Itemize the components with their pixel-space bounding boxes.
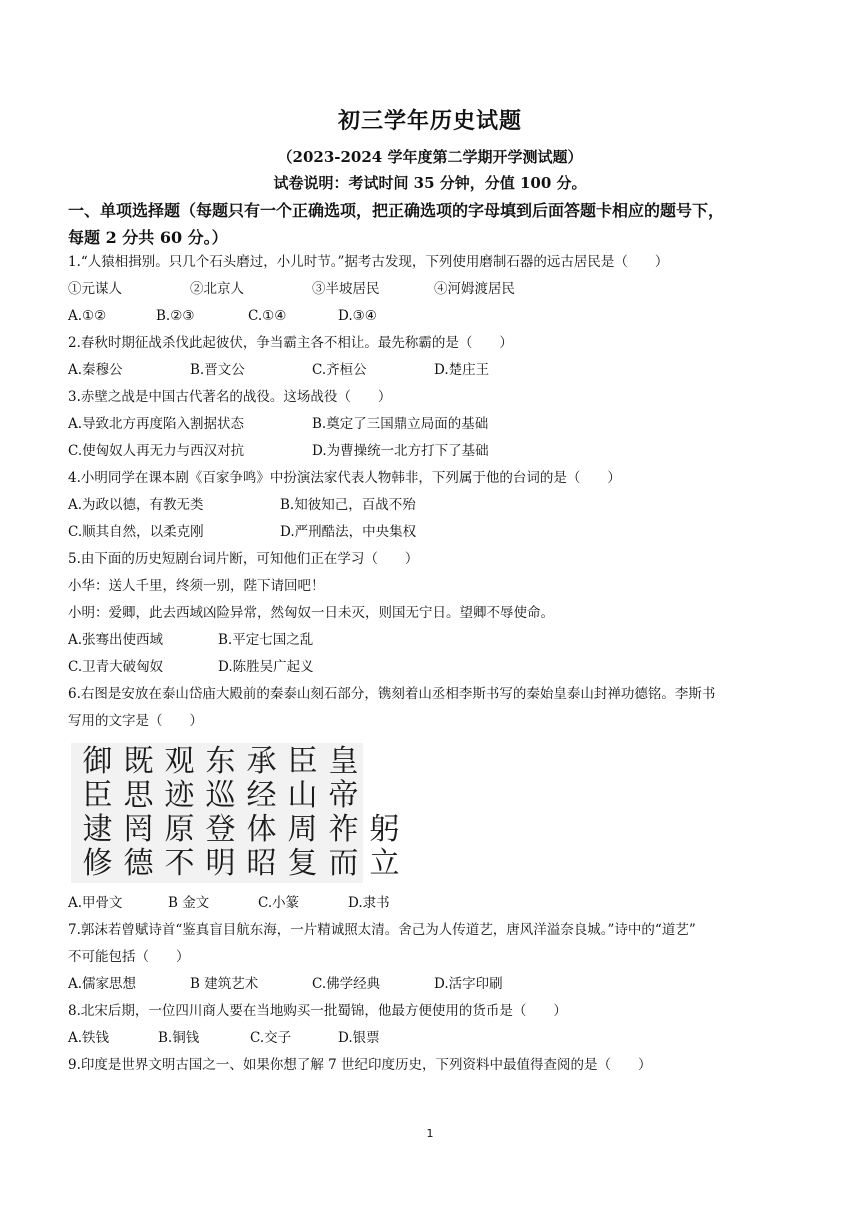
question-5-stem: 5.由下面的历史短剧台词片断，可知他们正在学习（ ） [68,551,419,567]
question-5-option-b: B.平定七国之乱 [218,632,314,648]
question-1-item: ③半坡居民 [312,281,380,297]
question-3-options-row-2 [68,438,808,465]
question-3-option-b: B.奠定了三国鼎立局面的基础 [312,416,489,432]
question-1-item: ②北京人 [190,281,244,297]
question-4-options-row-1 [68,492,808,519]
inscription-glyph: 昭 [246,846,277,881]
inscription-glyph: 立 [369,846,400,881]
question-1-option-d: D.③④ [338,308,377,324]
question-5-dialogue-1: 小华：送人千里，终须一别，陛下请回吧！ [68,578,325,594]
question-8-options [68,1025,808,1052]
question-3-option-a: A.导致北方再度陷入割据状态 [68,416,245,432]
inscription-glyph: 德 [123,846,154,881]
question-7-option-b: B 建筑艺术 [190,976,259,992]
question-4-option-a: A.为政以德，有教无类 [68,497,204,513]
inscription-glyph: 皇 [328,744,359,779]
inscription-row [77,745,364,779]
question-7-options [68,971,808,998]
question-2-stem: 2.春秋时期征战杀伐此起彼伏，争当霸主各不相让。最先称霸的是（ ） [68,335,513,351]
inscription-glyph: 周 [287,812,318,847]
exam-subtitle: （2023-2024 学年度第二学期开学测试题） [277,148,583,166]
taishan-stone-inscription-image [71,743,400,883]
question-1-option-c: C.①④ [248,308,287,324]
question-2-options [68,357,808,384]
question-5-options-row-2 [68,654,808,681]
question-1-items [68,276,808,303]
question-8-option-b: B.铜钱 [158,1030,200,1046]
inscription-glyph: 臣 [82,778,113,813]
inscription-glyph: 逮 [82,812,113,847]
question-7-stem-line-1: 7.郭沫若曾赋诗首“鉴真盲目航东海，一片精诚照太清。舍己为人传道艺，唐风洋溢奈良城。”诗中的“道艺” [68,922,696,938]
inscription-glyph: 而 [328,846,359,881]
inscription-glyph: 观 [164,744,195,779]
question-8-option-c: C.交子 [250,1030,292,1046]
question-8-option-a: A.铁钱 [68,1030,110,1046]
inscription-row [77,813,405,847]
exam-note: 试卷说明：考试时间 35 分钟，分值 100 分。 [273,174,587,192]
inscription-glyph: 修 [82,846,113,881]
inscription-glyph: 复 [287,846,318,881]
inscription-glyph: 不 [164,846,195,881]
question-8-option-d: D.银票 [338,1030,380,1046]
inscription-glyph: 帝 [328,778,359,813]
section-heading-line-1: 一、单项选择题（每题只有一个正确选项，把正确选项的字母填到后面答题卡相应的题号下， [68,201,725,220]
question-7-option-c: C.佛学经典 [312,976,381,992]
question-3-stem: 3.赤壁之战是中国古代著名的战役。这场战役（ ） [68,389,392,405]
question-1-option-a: A.①② [68,308,107,324]
question-6-options [68,890,808,917]
inscription-glyph: 迹 [164,778,195,813]
inscription-glyph: 思 [123,778,154,813]
inscription-glyph: 山 [287,778,318,813]
question-5-options-row-1 [68,627,808,654]
question-2-option-d: D.楚庄王 [434,362,490,378]
question-4-option-c: C.顺其自然，以柔克刚 [68,524,204,540]
question-7-option-d: D.活字印刷 [434,976,503,992]
question-6-option-a: A.甲骨文 [68,895,123,911]
question-1-options [68,303,808,330]
inscription-glyph: 巡 [205,778,236,813]
inscription-glyph: 臣 [287,744,318,779]
inscription-glyph: 体 [246,812,277,847]
inscription-row [77,779,364,813]
question-7-stem-line-2: 不可能包括（ ） [68,949,190,965]
inscription-glyph: 明 [205,846,236,881]
question-2-option-c: C.齐桓公 [312,362,367,378]
question-6-option-b: B 金文 [168,895,210,911]
question-1-item: ①元谋人 [68,281,122,297]
question-5-dialogue-2: 小明：爱卿，此去西域凶险异常，然匈奴一日未灭，则国无宁日。望卿不辱使命。 [68,605,554,621]
inscription-glyph: 躬 [369,812,400,847]
inscription-row [77,847,405,881]
inscription-glyph: 承 [246,744,277,779]
inscription-glyph: 东 [205,744,236,779]
question-1-stem: 1.“人猿相揖别。只几个石头磨过，小儿时节。”据考古发现，下列使用磨制石器的远古居民是（ ） [68,254,669,270]
inscription-glyph: 登 [205,812,236,847]
inscription-glyph: 原 [164,812,195,847]
question-9-stem: 9.印度是世界文明古国之一、如果你想了解 7 世纪印度历史，下列资料中最值得查阅的是（ ） [68,1057,652,1073]
question-list [68,249,808,1079]
exam-title: 初三学年历史试题 [337,108,522,134]
inscription-glyph: 祚 [328,812,359,847]
question-5-option-c: C.卫青大破匈奴 [68,659,164,675]
question-2-option-a: A.秦穆公 [68,362,123,378]
question-6-option-c: C.小篆 [258,895,300,911]
question-1-item: ④河姆渡居民 [434,281,515,297]
section-heading [68,197,808,251]
question-7-option-a: A.儒家思想 [68,976,137,992]
question-4-option-d: D.严刑酷法，中央集权 [280,524,417,540]
question-2-option-b: B.晋文公 [190,362,245,378]
question-4-options-row-2 [68,519,808,546]
question-5-option-d: D.陈胜吴广起义 [218,659,314,675]
question-3-option-d: D.为曹操统一北方打下了基础 [312,443,489,459]
section-heading-line-2: 每题 2 分共 60 分。） [68,228,228,247]
question-6-option-d: D.隶书 [348,895,390,911]
question-1-option-b: B.②③ [156,308,195,324]
page-number: 1 [426,1127,434,1140]
question-4-option-b: B.知彼知己，百战不殆 [280,497,416,513]
inscription-glyph: 经 [246,778,277,813]
inscription-glyph: 罔 [123,812,154,847]
question-6-stem-line-1: 6.右图是安放在泰山岱庙大殿前的秦泰山刻石部分，镌刻着山丞相李斯书写的秦始皇泰山封禅功德铭。李斯书 [68,686,716,702]
inscription-glyph: 既 [123,744,154,779]
question-6-stem-line-2: 写用的文字是（ ） [68,713,203,729]
question-5-option-a: A.张骞出使西域 [68,632,164,648]
question-3-option-c: C.使匈奴人再无力与西汉对抗 [68,443,245,459]
question-4-stem: 4.小明同学在课本剧《百家争鸣》中扮演法家代表人物韩非，下列属于他的台词的是（ ） [68,470,621,486]
inscription-glyph: 御 [82,744,113,779]
question-3-options-row-1 [68,411,808,438]
question-8-stem: 8.北宋后期，一位四川商人要在当地购买一批蜀锦，他最方便使用的货币是（ ） [68,1003,567,1019]
